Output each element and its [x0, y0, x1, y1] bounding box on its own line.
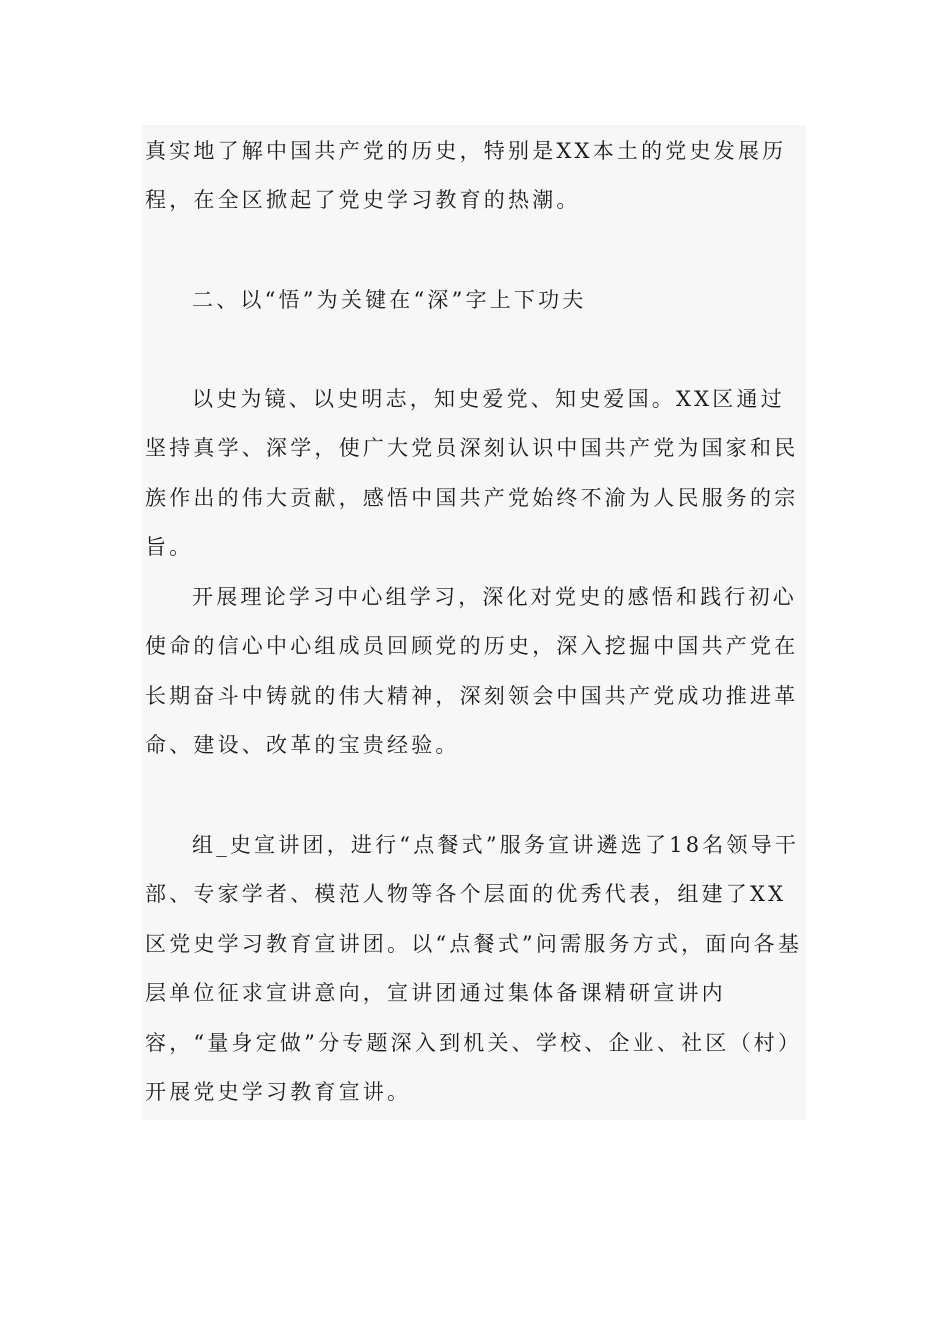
section-heading: 二、以“悟”为关键在“深”字上下功夫: [192, 288, 587, 312]
paragraph-central-group: 开展理论学习中心组学习，深化对党史的感悟和践行初心使命的信心中心组成员回顾党的历史，深入挖掘中国共产党在长期奋斗中铸就的伟大精神，深刻领会中国共产党成功推进革命、建设、改革的宝贵经验。: [145, 585, 799, 758]
paragraph-intro-continued: 真实地了解中国共产党的历史，特别是XX本土的党史发展历程，在全区掀起了党史学习教育的热潮。: [145, 139, 787, 213]
paragraph-history-mirror: 以史为镜、以史明志，知史爱党、知史爱国。XX区通过坚持真学、深学，使广大党员深刻认识中国共产党为国家和民族作出的伟大贡献，感悟中国共产党始终不渝为人民服务的宗旨。: [145, 387, 799, 560]
paragraph-lecture-group: 组_史宣讲团，进行“点餐式”服务宣讲遴选了18名领导干部、专家学者、模范人物等各个层面的优秀代表，组建了XX区党史学习教育宣讲团。以“点餐式”问需服务方式，面向各基层单位征求宣讲意向，宣讲团通过集体备课精研宣讲内容，“量身定做”分专题深入到机关、学校、企业、社区（村）开展党史学习教育宣讲。: [145, 833, 803, 1105]
